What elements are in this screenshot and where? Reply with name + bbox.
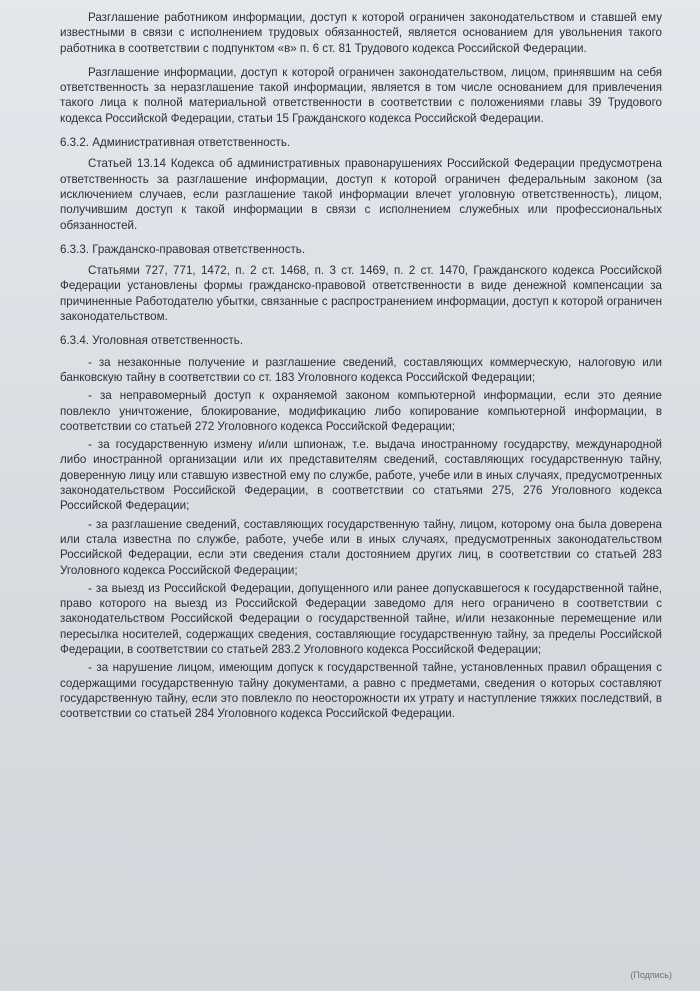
section-6-3-4-heading: 6.3.4. Уголовная ответственность. (60, 334, 244, 348)
criminal-item: - за неправомерный доступ к охраняемой законом компьютерной информации, если это деяние повлекло уничтожение, блокирование, модификацию либо копирование компьютерной информации, в соответствии со статьей 272 Уголовного кодекса Российской Федерации; (60, 389, 662, 433)
criminal-item: - за нарушение лицом, имеющим допуск к государственной тайне, установленных правил обращения с содержащими государственную тайну документами, а равно с предметами, сведения о которых составляют государственную тайну, если это повлекло по неосторожности их утрату и наступление тяжких последствий, в соответствии со статьей 284 Уголовного кодекса Российской Федерации. (60, 661, 662, 721)
section-6-3-3-text: Статьями 727, 771, 1472, п. 2 ст. 1468, п. 3 ст. 1469, п. 2 ст. 1470, Гражданского кодекса Российской Федерации установлены формы гражданско-правовой ответственности в виде денежной компенсации за причиненные Работодателю убытки, связанные с распространением информации, доступ к которой ограничен законодательством. (60, 264, 662, 324)
criminal-item: - за выезд из Российской Федерации, допущенного или ранее допускавшегося к государственной тайне, право которого на выезд из Российской Федерации заведомо для него ограничено в соответствии с законодательством Российской Федерации о государственной тайне, и/или незаконные перемещение или пересылка носителей, содержащих сведения, составляющие государственную тайну, за пределы Российской Федерации, в соответствии со статьей 283.2 Уголовного кодекса Российской Федерации; (60, 581, 662, 656)
section-6-3-3-heading: 6.3.3. Гражданско-правовая ответственность. (60, 242, 306, 256)
intro-paragraph-2: Разглашение информации, доступ к которой ограничен законодательством, лицом, принявшим на себя ответственность за неразглашение такой информации, является в том числе основанием для привлечения такого лица к полной материальной ответственности в соответствии с положениями главы 39 Трудового кодекса Российской Федерации, статьи 15 Гражданского кодекса Российской Федерации. (60, 65, 662, 125)
section-6-3-2-text: Статьей 13.14 Кодекса об административных правонарушениях Российской Федерации предусмотрена ответственность за разглашение информации, доступ к которой ограничен федеральным законом (за исключением случаев, если разглашение такой информации влечет уголовную ответственность), лицом, получившим доступ к такой информации в связи с исполнением служебных или профессиональных обязанностей. (60, 157, 662, 232)
criminal-item: - за незаконные получение и разглашение сведений, составляющих коммерческую, налоговую или банковскую тайну в соответствии со ст. 183 Уголовного кодекса Российской Федерации; (60, 355, 662, 384)
criminal-item: - за разглашение сведений, составляющих государственную тайну, лицом, которому она была доверена или стала известна по службе, работе, учебе или в иных случаях, предусмотренных законодательством Российской Федерации, если эти сведения стали достоянием других лиц, в соответствии со статьей 283 Уголовного кодекса Российской Федерации; (60, 517, 662, 577)
section-6-3-2-heading: 6.3.2. Административная ответственность. (60, 136, 291, 150)
intro-paragraph-1: Разглашение работником информации, доступ к которой ограничен законодательством и ставшей ему известными в связи с исполнением трудовых обязанностей, является основанием для увольнения такого работника в соответствии с подпунктом «в» п. 6 ст. 81 Трудового кодекса Российской Федерации. (60, 11, 662, 55)
signature-mark: (Подпись) (630, 969, 672, 980)
criminal-item: - за государственную измену и/или шпионаж, т.е. выдача иностранному государству, международной либо иностранной организации или их представителям сведений, составляющих государственную тайну, доверенную лицу или ставшую известной ему по службе, работе, учебе или в иных случаях, предусмотренных законодательством Российской Федерации, в соответствии со статьями 275, 276 Уголовного кодекса Российской Федерации; (60, 438, 662, 513)
